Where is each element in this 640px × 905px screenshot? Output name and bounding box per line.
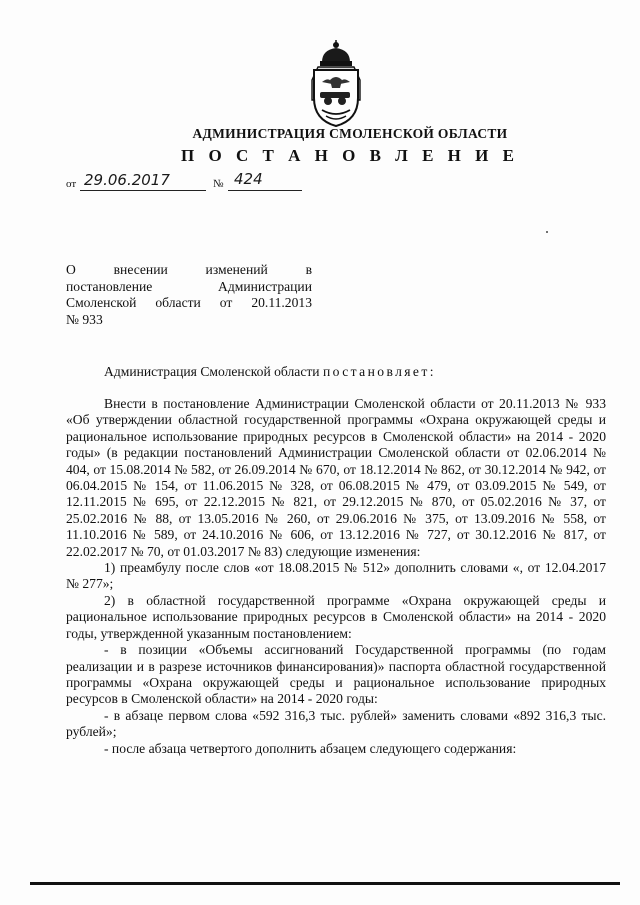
decree-subject [66,262,312,328]
subject-line [66,262,312,279]
subject-word: от [219,295,233,310]
enacting-clause-text: Администрация Смоленской области [104,364,320,379]
subject-word: № 933 [66,311,103,327]
subject-word: Администрации [218,278,312,294]
subject-word: изменений [205,262,268,277]
body-paragraph: - после абзаца четвертого дополнить абзацем следующего содержания: [104,740,517,756]
number-prefix: № [213,178,224,190]
number-underline [228,190,302,191]
body-paragraph: - в абзаце первом слова «592 316,3 тыс. рублей» заменить словами «892 316,3 тыс. рублей»; [66,707,606,740]
scan-speck [546,231,548,233]
document-type-title: П О С Т А Н О В Л Е Н И Е [181,146,519,165]
organization-title: АДМИНИСТРАЦИЯ СМОЛЕНСКОЙ ОБЛАСТИ [192,126,508,141]
decree-body [66,396,606,757]
subject-word: О [66,262,76,277]
subject-word: 20.11.2013 [251,295,312,310]
date-underline [80,190,206,191]
decree-number: 424 [234,170,263,188]
subject-line [66,295,312,312]
subject-word: постановление [66,278,153,294]
body-paragraph: Внести в постановление Администрации Смоленской области от 20.11.2013 № 933 «Об утверждении областной государственной программы «Охрана окружающей среды и рациональное использование природных ресурсов в Смоленской области» на 2014 - 2020 годы» (в редакции постановлений Администрации Смоленской области от 02.06.2014 № 404, от 15.08.2014 № 582, от 26.09.2014 № 670, от 18.12.2014 № 862, от 30.12.2014 № 942, от 06.04.2015 № 154, от 11.06.2015 № 328, от 06.08.2015 № 479, от 03.09.2015 № 549, от 12.11.2015 № 695, от 22.12.2015 № 821, от 29.12.2015 № 870, от 05.02.2016 № 37, от 25.02.2016 № 88, от 13.05.2016 № 260, от 29.06.2016 № 375, от 13.09.2016 № 558, от 11.10.2016 № 589, от 24.10.2016 № 606, от 13.12.2016 № 727, от 30.12.2016 № 817, от 22.02.2017 № 70, от 01.03.2017 № 83) следующие изменения: [66,396,606,559]
subject-line [66,312,312,329]
body-paragraph: 2) в областной государственной программе «Охрана окружающей среды и рациональное использование природных ресурсов в Смоленской области» на 2014 - 2020 годы, утвержденной указанным постановлением: [66,592,606,641]
footer-rule [30,882,620,885]
subject-word: в [305,262,312,277]
body-paragraph: - в позиции «Объемы ассигнований Государственной программы (по годам реализации и в разрезе источников финансирования)» паспорта областной государственной программы «Охрана окружающей среды и рациональное использование природных ресурсов в Смоленской области» на 2014 - 2020 годы: [66,642,606,707]
decree-date: 29.06.2017 [84,171,170,189]
subject-line [66,279,312,296]
enacting-clause [104,364,436,380]
enacting-clause-verb: постановляет: [322,364,436,379]
body-paragraph: 1) преамбулу после слов «от 18.08.2015 № 512» дополнить словами «, от 12.04.2017 № 277»; [66,560,606,592]
subject-word: Смоленской [66,295,137,310]
subject-word: области [155,295,201,310]
subject-word: внесении [113,262,168,277]
coat-of-arms-emblem [300,40,372,128]
date-prefix: от [66,178,77,190]
